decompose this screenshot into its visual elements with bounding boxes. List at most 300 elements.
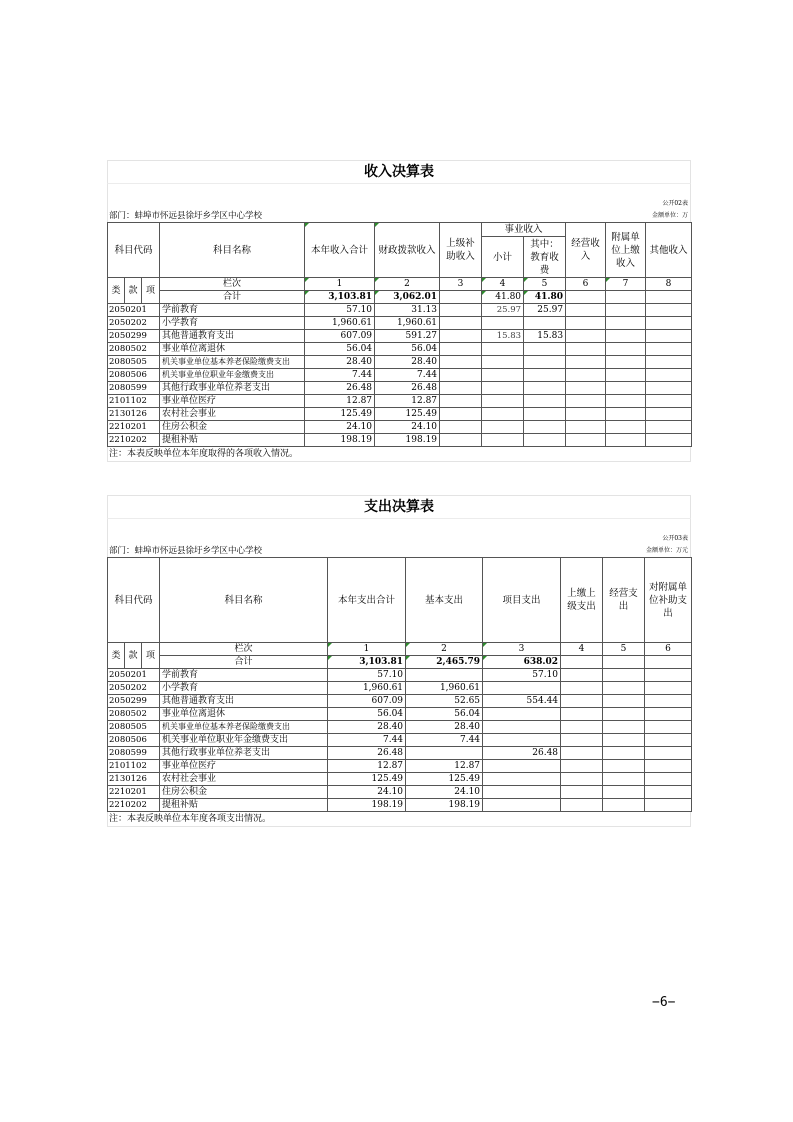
cell-total: 28.40 — [305, 356, 375, 369]
cell-code: 2130126 — [108, 408, 160, 421]
cell-edu-fee — [524, 356, 566, 369]
cell-project: 57.10 — [483, 669, 561, 682]
income-table-no: 公开02表 — [662, 200, 688, 207]
total-affiliate — [606, 291, 646, 304]
cell-edu-fee — [524, 408, 566, 421]
cell-name: 事业单位医疗 — [160, 395, 305, 408]
expense-lanci-row — [108, 643, 692, 656]
cell-affiliate — [645, 799, 692, 812]
cell-code: 2101102 — [108, 760, 160, 773]
total-total: 3,103.81 — [305, 291, 375, 304]
cell-superior — [561, 708, 603, 721]
cell-other — [646, 408, 692, 421]
total-total: 3,103.81 — [328, 656, 406, 669]
cell-fiscal: 56.04 — [375, 343, 440, 356]
cell-name: 农村社会事业 — [160, 773, 328, 786]
cell-edu-fee — [524, 369, 566, 382]
table-row — [108, 669, 692, 682]
cell-affiliate — [606, 330, 646, 343]
cell-superior — [561, 773, 603, 786]
cell-other — [646, 343, 692, 356]
table-row — [108, 760, 692, 773]
table-row — [108, 708, 692, 721]
cell-name: 机关事业单位基本养老保险缴费支出 — [160, 356, 305, 369]
cell-affiliate — [645, 721, 692, 734]
cell-other — [646, 421, 692, 434]
cell-operating — [603, 734, 645, 747]
label-xiang: 项 — [142, 278, 160, 304]
cell-code: 2210201 — [108, 786, 160, 799]
label-xiang: 项 — [142, 643, 160, 669]
cell-superior — [440, 421, 482, 434]
cell-subtotal — [482, 369, 524, 382]
header-fiscal: 财政拨款收入 — [375, 223, 440, 278]
cell-edu-fee — [524, 395, 566, 408]
cell-basic: 24.10 — [406, 786, 483, 799]
table-row — [108, 317, 692, 330]
income-department-row — [107, 210, 691, 222]
cell-basic: 198.19 — [406, 799, 483, 812]
table-row — [108, 734, 692, 747]
cell-other — [646, 356, 692, 369]
cell-edu-fee — [524, 317, 566, 330]
cell-edu-fee — [524, 434, 566, 447]
cell-project: 554.44 — [483, 695, 561, 708]
page-number: −6− — [652, 995, 676, 1010]
cell-edu-fee — [524, 343, 566, 356]
header-affiliate: 附属单位上缴收入 — [606, 223, 646, 278]
col-number: 3 — [483, 643, 561, 656]
meta-row — [107, 198, 691, 210]
table-row — [108, 695, 692, 708]
cell-name: 提租补贴 — [160, 799, 328, 812]
table-row — [108, 395, 692, 408]
col-number: 5 — [524, 278, 566, 291]
expense-title: 支出决算表 — [107, 495, 691, 518]
expense-unit: 金额单位：万元 — [645, 547, 688, 554]
cell-name: 学前教育 — [160, 669, 328, 682]
income-total-row — [108, 291, 692, 304]
cell-operating — [603, 721, 645, 734]
cell-superior — [440, 317, 482, 330]
cell-name: 住房公积金 — [160, 786, 328, 799]
cell-affiliate — [606, 317, 646, 330]
col-number: 4 — [482, 278, 524, 291]
cell-operating — [566, 356, 606, 369]
header-edu-fee: 其中：教育收费 — [524, 237, 566, 278]
cell-fiscal: 31.13 — [375, 304, 440, 317]
cell-superior — [440, 343, 482, 356]
expense-table — [107, 557, 692, 812]
cell-operating — [566, 408, 606, 421]
cell-code: 2050202 — [108, 317, 160, 330]
cell-total: 26.48 — [305, 382, 375, 395]
label-lanci: 栏次 — [160, 643, 328, 656]
cell-fiscal: 591.27 — [375, 330, 440, 343]
col-number: 7 — [606, 278, 646, 291]
cell-project — [483, 682, 561, 695]
cell-other — [646, 304, 692, 317]
cell-operating — [566, 317, 606, 330]
cell-name: 事业单位离退休 — [160, 708, 328, 721]
cell-total: 1,960.61 — [328, 682, 406, 695]
cell-name: 机关事业单位职业年金缴费支出 — [160, 369, 305, 382]
cell-fiscal: 1,960.61 — [375, 317, 440, 330]
cell-edu-fee — [524, 421, 566, 434]
cell-fiscal: 24.10 — [375, 421, 440, 434]
cell-name: 提租补贴 — [160, 434, 305, 447]
cell-total: 1,960.61 — [305, 317, 375, 330]
col-number: 5 — [603, 643, 645, 656]
total-basic: 2,465.79 — [406, 656, 483, 669]
cell-code: 2080505 — [108, 356, 160, 369]
cell-code: 2130126 — [108, 773, 160, 786]
cell-subtotal — [482, 382, 524, 395]
label-lanci: 栏次 — [160, 278, 305, 291]
cell-superior — [561, 734, 603, 747]
cell-operating — [603, 799, 645, 812]
cell-operating — [566, 382, 606, 395]
cell-superior — [440, 395, 482, 408]
cell-superior — [561, 747, 603, 760]
header-superior: 上缴上级支出 — [561, 558, 603, 643]
cell-superior — [440, 369, 482, 382]
cell-subtotal: 25.97 — [482, 304, 524, 317]
income-title: 收入决算表 — [107, 160, 691, 183]
cell-operating — [603, 695, 645, 708]
cell-operating — [566, 304, 606, 317]
cell-fiscal: 28.40 — [375, 356, 440, 369]
cell-name: 机关事业单位职业年金缴费支出 — [160, 734, 328, 747]
header-project: 项目支出 — [483, 558, 561, 643]
label-kuan: 款 — [125, 643, 142, 669]
header-operating: 经营收入 — [566, 223, 606, 278]
cell-total: 607.09 — [328, 695, 406, 708]
cell-total: 56.04 — [305, 343, 375, 356]
cell-basic: 12.87 — [406, 760, 483, 773]
cell-superior — [561, 760, 603, 773]
cell-code: 2050201 — [108, 669, 160, 682]
col-number: 2 — [406, 643, 483, 656]
income-lanci-row — [108, 278, 692, 291]
cell-affiliate — [645, 682, 692, 695]
cell-project — [483, 760, 561, 773]
header-total: 本年收入合计 — [305, 223, 375, 278]
cell-code: 2050299 — [108, 695, 160, 708]
cell-operating — [566, 330, 606, 343]
meta-row — [107, 533, 691, 545]
table-row — [108, 799, 692, 812]
col-number: 4 — [561, 643, 603, 656]
cell-total: 12.87 — [305, 395, 375, 408]
col-number: 6 — [645, 643, 692, 656]
cell-code: 2101102 — [108, 395, 160, 408]
cell-name: 其他行政事业单位养老支出 — [160, 382, 305, 395]
income-header-row-1 — [108, 223, 692, 237]
cell-other — [646, 395, 692, 408]
header-superior: 上级补助收入 — [440, 223, 482, 278]
cell-operating — [603, 669, 645, 682]
cell-subtotal — [482, 343, 524, 356]
cell-affiliate — [606, 343, 646, 356]
header-other: 其他收入 — [646, 223, 692, 278]
cell-subtotal — [482, 395, 524, 408]
cell-affiliate — [606, 408, 646, 421]
cell-edu-fee: 25.97 — [524, 304, 566, 317]
cell-total: 24.10 — [328, 786, 406, 799]
cell-code: 2050299 — [108, 330, 160, 343]
total-other — [646, 291, 692, 304]
cell-name: 其他普通教育支出 — [160, 330, 305, 343]
cell-total: 57.10 — [305, 304, 375, 317]
expense-department: 部门：蚌埠市怀远县徐圩乡学区中心学校 — [109, 546, 263, 556]
col-number: 1 — [305, 278, 375, 291]
cell-total: 28.40 — [328, 721, 406, 734]
cell-name: 事业单位离退休 — [160, 343, 305, 356]
income-department: 部门：蚌埠市怀远县徐圩乡学区中心学校 — [109, 211, 263, 221]
table-row — [108, 747, 692, 760]
header-operating: 经营支出 — [603, 558, 645, 643]
header-basic: 基本支出 — [406, 558, 483, 643]
cell-fiscal: 7.44 — [375, 369, 440, 382]
expense-department-row — [107, 545, 691, 557]
cell-operating — [566, 369, 606, 382]
cell-affiliate — [645, 695, 692, 708]
cell-project — [483, 734, 561, 747]
cell-basic: 1,960.61 — [406, 682, 483, 695]
cell-operating — [603, 773, 645, 786]
cell-affiliate — [645, 708, 692, 721]
cell-superior — [440, 382, 482, 395]
cell-code: 2080599 — [108, 382, 160, 395]
col-number: 6 — [566, 278, 606, 291]
cell-superior — [561, 786, 603, 799]
cell-total: 26.48 — [328, 747, 406, 760]
cell-superior — [561, 669, 603, 682]
cell-code: 2080502 — [108, 708, 160, 721]
cell-basic — [406, 669, 483, 682]
expense-statement — [107, 495, 691, 827]
cell-affiliate — [645, 669, 692, 682]
cell-name: 小学教育 — [160, 682, 328, 695]
table-row — [108, 330, 692, 343]
cell-operating — [566, 343, 606, 356]
cell-subtotal — [482, 408, 524, 421]
expense-table-no: 公开03表 — [662, 535, 688, 542]
cell-total: 57.10 — [328, 669, 406, 682]
cell-other — [646, 382, 692, 395]
total-operating — [603, 656, 645, 669]
header-total: 本年支出合计 — [328, 558, 406, 643]
blank-row — [107, 518, 691, 533]
cell-superior — [440, 356, 482, 369]
cell-code: 2080505 — [108, 721, 160, 734]
cell-basic: 56.04 — [406, 708, 483, 721]
cell-total: 7.44 — [328, 734, 406, 747]
blank-row — [107, 183, 691, 198]
cell-superior — [561, 695, 603, 708]
cell-total: 125.49 — [328, 773, 406, 786]
cell-edu-fee — [524, 382, 566, 395]
cell-code: 2210202 — [108, 434, 160, 447]
table-row — [108, 682, 692, 695]
table-row — [108, 304, 692, 317]
cell-project — [483, 799, 561, 812]
cell-code: 2050201 — [108, 304, 160, 317]
cell-superior — [440, 304, 482, 317]
cell-operating — [566, 434, 606, 447]
col-number: 2 — [375, 278, 440, 291]
cell-other — [646, 369, 692, 382]
cell-project: 26.48 — [483, 747, 561, 760]
cell-affiliate — [645, 786, 692, 799]
cell-name: 住房公积金 — [160, 421, 305, 434]
cell-total: 125.49 — [305, 408, 375, 421]
cell-superior — [561, 799, 603, 812]
cell-other — [646, 434, 692, 447]
total-label: 合计 — [160, 291, 305, 304]
cell-affiliate — [606, 421, 646, 434]
cell-affiliate — [645, 734, 692, 747]
header-name: 科目名称 — [160, 223, 305, 278]
expense-total-row — [108, 656, 692, 669]
cell-total: 607.09 — [305, 330, 375, 343]
cell-total: 198.19 — [328, 799, 406, 812]
total-operating — [566, 291, 606, 304]
cell-operating — [566, 395, 606, 408]
table-row — [108, 786, 692, 799]
cell-superior — [440, 434, 482, 447]
income-note: 注：本表反映单位本年度取得的各项收入情况。 — [107, 447, 691, 462]
cell-name: 机关事业单位基本养老保险缴费支出 — [160, 721, 328, 734]
income-table — [107, 222, 692, 447]
cell-total: 56.04 — [328, 708, 406, 721]
total-fiscal: 3,062.01 — [375, 291, 440, 304]
cell-operating — [603, 708, 645, 721]
cell-subtotal — [482, 317, 524, 330]
cell-subtotal — [482, 434, 524, 447]
expense-note: 注：本表反映单位本年度各项支出情况。 — [107, 812, 691, 827]
expense-header-row — [108, 558, 692, 643]
table-row — [108, 408, 692, 421]
cell-edu-fee: 15.83 — [524, 330, 566, 343]
cell-other — [646, 330, 692, 343]
table-row — [108, 773, 692, 786]
header-code: 科目代码 — [108, 223, 160, 278]
header-affiliate: 对附属单位补助支出 — [645, 558, 692, 643]
header-name: 科目名称 — [160, 558, 328, 643]
cell-project — [483, 708, 561, 721]
cell-affiliate — [606, 434, 646, 447]
total-edu-fee: 41.80 — [524, 291, 566, 304]
cell-other — [646, 317, 692, 330]
cell-fiscal: 26.48 — [375, 382, 440, 395]
cell-affiliate — [606, 356, 646, 369]
cell-code: 2080506 — [108, 369, 160, 382]
income-unit: 金额单位：万 — [651, 212, 688, 219]
cell-name: 事业单位医疗 — [160, 760, 328, 773]
cell-fiscal: 125.49 — [375, 408, 440, 421]
cell-affiliate — [606, 382, 646, 395]
cell-affiliate — [606, 369, 646, 382]
table-row — [108, 356, 692, 369]
cell-fiscal: 12.87 — [375, 395, 440, 408]
cell-subtotal: 15.83 — [482, 330, 524, 343]
cell-project — [483, 721, 561, 734]
cell-name: 小学教育 — [160, 317, 305, 330]
cell-operating — [603, 682, 645, 695]
cell-affiliate — [606, 304, 646, 317]
col-number: 3 — [440, 278, 482, 291]
cell-code: 2050202 — [108, 682, 160, 695]
cell-basic — [406, 747, 483, 760]
cell-operating — [603, 760, 645, 773]
cell-superior — [440, 408, 482, 421]
cell-total: 198.19 — [305, 434, 375, 447]
total-superior — [440, 291, 482, 304]
cell-name: 农村社会事业 — [160, 408, 305, 421]
income-statement — [107, 160, 691, 462]
cell-operating — [566, 421, 606, 434]
table-row — [108, 343, 692, 356]
cell-superior — [561, 721, 603, 734]
total-subtotal: 41.80 — [482, 291, 524, 304]
cell-basic: 125.49 — [406, 773, 483, 786]
cell-superior — [561, 682, 603, 695]
cell-name: 其他普通教育支出 — [160, 695, 328, 708]
header-code: 科目代码 — [108, 558, 160, 643]
cell-code: 2210202 — [108, 799, 160, 812]
label-lei: 类 — [108, 278, 125, 304]
cell-affiliate — [645, 747, 692, 760]
cell-code: 2080506 — [108, 734, 160, 747]
table-row — [108, 369, 692, 382]
cell-basic: 28.40 — [406, 721, 483, 734]
col-number: 8 — [646, 278, 692, 291]
header-career: 事业收入 — [482, 223, 566, 237]
cell-affiliate — [645, 760, 692, 773]
total-superior — [561, 656, 603, 669]
cell-code: 2080599 — [108, 747, 160, 760]
table-row — [108, 721, 692, 734]
cell-basic: 7.44 — [406, 734, 483, 747]
cell-operating — [603, 786, 645, 799]
cell-project — [483, 773, 561, 786]
cell-project — [483, 786, 561, 799]
cell-operating — [603, 747, 645, 760]
total-label: 合计 — [160, 656, 328, 669]
table-row — [108, 434, 692, 447]
table-row — [108, 421, 692, 434]
cell-name: 学前教育 — [160, 304, 305, 317]
cell-basic: 52.65 — [406, 695, 483, 708]
cell-total: 7.44 — [305, 369, 375, 382]
cell-affiliate — [645, 773, 692, 786]
label-lei: 类 — [108, 643, 125, 669]
cell-affiliate — [606, 395, 646, 408]
label-kuan: 款 — [125, 278, 142, 304]
total-project: 638.02 — [483, 656, 561, 669]
header-subtotal: 小计 — [482, 237, 524, 278]
cell-total: 24.10 — [305, 421, 375, 434]
cell-total: 12.87 — [328, 760, 406, 773]
cell-code: 2080502 — [108, 343, 160, 356]
cell-fiscal: 198.19 — [375, 434, 440, 447]
cell-subtotal — [482, 356, 524, 369]
cell-superior — [440, 330, 482, 343]
table-row — [108, 382, 692, 395]
cell-name: 其他行政事业单位养老支出 — [160, 747, 328, 760]
